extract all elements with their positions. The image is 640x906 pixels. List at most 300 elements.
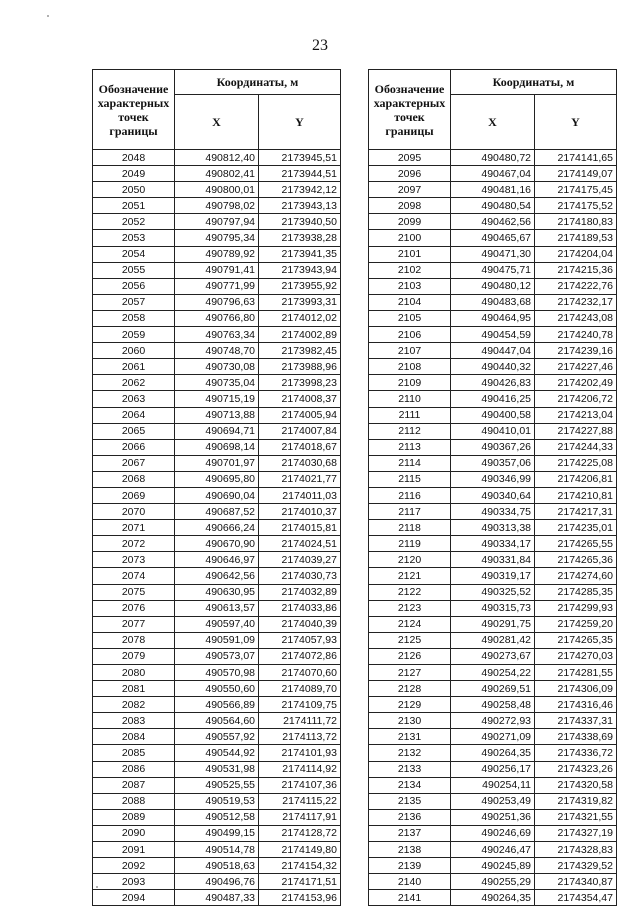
y-coordinate-cell: 2174299,93 bbox=[535, 600, 617, 616]
x-coordinate-cell: 490525,55 bbox=[175, 777, 259, 793]
x-coordinate-cell: 490264,35 bbox=[451, 745, 535, 761]
x-coordinate-cell: 490566,89 bbox=[175, 697, 259, 713]
point-id-cell: 2081 bbox=[93, 681, 175, 697]
x-coordinate-cell: 490570,98 bbox=[175, 665, 259, 681]
point-id-cell: 2064 bbox=[93, 407, 175, 423]
y-coordinate-cell: 2174024,51 bbox=[259, 536, 341, 552]
point-id-cell: 2079 bbox=[93, 648, 175, 664]
point-id-cell: 2100 bbox=[369, 230, 451, 246]
point-id-cell: 2136 bbox=[369, 809, 451, 825]
x-coordinate-cell: 490789,92 bbox=[175, 246, 259, 262]
point-id-cell: 2125 bbox=[369, 632, 451, 648]
table-row bbox=[93, 310, 341, 326]
table-row bbox=[369, 262, 617, 278]
y-coordinate-cell: 2174306,09 bbox=[535, 681, 617, 697]
table-row bbox=[93, 890, 341, 906]
x-coordinate-cell: 490454,59 bbox=[451, 327, 535, 343]
point-id-cell: 2080 bbox=[93, 665, 175, 681]
table-row bbox=[93, 858, 341, 874]
table-row bbox=[93, 616, 341, 632]
scan-speck bbox=[96, 886, 98, 888]
x-coordinate-cell: 490464,95 bbox=[451, 310, 535, 326]
x-coordinate-cell: 490480,54 bbox=[451, 198, 535, 214]
x-coordinate-cell: 490480,12 bbox=[451, 278, 535, 294]
x-coordinate-cell: 490325,52 bbox=[451, 584, 535, 600]
table-row bbox=[369, 214, 617, 230]
point-id-cell: 2141 bbox=[369, 890, 451, 906]
point-id-cell: 2101 bbox=[369, 246, 451, 262]
point-id-cell: 2104 bbox=[369, 294, 451, 310]
x-coordinate-cell: 490573,07 bbox=[175, 648, 259, 664]
x-coordinate-cell: 490251,36 bbox=[451, 809, 535, 825]
y-coordinate-cell: 2174010,37 bbox=[259, 504, 341, 520]
table-row bbox=[369, 713, 617, 729]
x-coordinate-cell: 490264,35 bbox=[451, 890, 535, 906]
table-row bbox=[369, 375, 617, 391]
table-row bbox=[93, 713, 341, 729]
table-row bbox=[369, 455, 617, 471]
point-column-header: Обозначение характерных точек границы bbox=[369, 70, 451, 150]
point-id-cell: 2097 bbox=[369, 182, 451, 198]
x-coordinate-cell: 490357,06 bbox=[451, 455, 535, 471]
y-coordinate-cell: 2174101,93 bbox=[259, 745, 341, 761]
point-id-cell: 2082 bbox=[93, 697, 175, 713]
table-row bbox=[369, 777, 617, 793]
point-id-cell: 2051 bbox=[93, 198, 175, 214]
point-id-cell: 2094 bbox=[93, 890, 175, 906]
y-coordinate-cell: 2174244,33 bbox=[535, 439, 617, 455]
x-coordinate-cell: 490550,60 bbox=[175, 681, 259, 697]
point-id-cell: 2049 bbox=[93, 166, 175, 182]
x-coordinate-cell: 490791,41 bbox=[175, 262, 259, 278]
point-id-cell: 2078 bbox=[93, 632, 175, 648]
table-row bbox=[93, 600, 341, 616]
x-coordinate-cell: 490695,80 bbox=[175, 471, 259, 487]
point-id-cell: 2118 bbox=[369, 520, 451, 536]
x-coordinate-cell: 490467,04 bbox=[451, 166, 535, 182]
y-coordinate-cell: 2174057,93 bbox=[259, 632, 341, 648]
x-coordinate-cell: 490597,40 bbox=[175, 616, 259, 632]
point-id-cell: 2065 bbox=[93, 423, 175, 439]
y-coordinate-cell: 2174259,20 bbox=[535, 616, 617, 632]
point-id-cell: 2093 bbox=[93, 874, 175, 890]
table-row bbox=[369, 632, 617, 648]
y-coordinate-cell: 2174338,69 bbox=[535, 729, 617, 745]
table-row bbox=[93, 423, 341, 439]
x-coordinate-cell: 490255,29 bbox=[451, 874, 535, 890]
point-id-cell: 2083 bbox=[93, 713, 175, 729]
point-id-cell: 2103 bbox=[369, 278, 451, 294]
table-row bbox=[369, 616, 617, 632]
coordinates-header: Координаты, м bbox=[451, 70, 617, 95]
x-coordinate-cell: 490701,97 bbox=[175, 455, 259, 471]
point-id-cell: 2135 bbox=[369, 793, 451, 809]
y-coordinate-cell: 2174175,45 bbox=[535, 182, 617, 198]
point-id-cell: 2059 bbox=[93, 327, 175, 343]
table-row bbox=[369, 278, 617, 294]
y-column-header: Y bbox=[535, 95, 617, 150]
x-coordinate-cell: 490512,58 bbox=[175, 809, 259, 825]
x-coordinate-cell: 490254,11 bbox=[451, 777, 535, 793]
x-coordinate-cell: 490800,01 bbox=[175, 182, 259, 198]
y-coordinate-cell: 2174222,76 bbox=[535, 278, 617, 294]
point-id-cell: 2056 bbox=[93, 278, 175, 294]
x-coordinate-cell: 490591,09 bbox=[175, 632, 259, 648]
point-id-cell: 2102 bbox=[369, 262, 451, 278]
y-coordinate-cell: 2174243,08 bbox=[535, 310, 617, 326]
table-row bbox=[369, 391, 617, 407]
table-row bbox=[93, 729, 341, 745]
table-row bbox=[93, 697, 341, 713]
y-coordinate-cell: 2174089,70 bbox=[259, 681, 341, 697]
y-coordinate-cell: 2174210,81 bbox=[535, 487, 617, 503]
y-coordinate-cell: 2174227,88 bbox=[535, 423, 617, 439]
x-coordinate-cell: 490400,58 bbox=[451, 407, 535, 423]
point-id-cell: 2109 bbox=[369, 375, 451, 391]
point-id-cell: 2134 bbox=[369, 777, 451, 793]
y-coordinate-cell: 2173945,51 bbox=[259, 150, 341, 166]
point-id-cell: 2074 bbox=[93, 568, 175, 584]
table-row bbox=[369, 890, 617, 906]
x-coordinate-cell: 490481,16 bbox=[451, 182, 535, 198]
y-coordinate-cell: 2174115,22 bbox=[259, 793, 341, 809]
x-coordinate-cell: 490715,19 bbox=[175, 391, 259, 407]
table-row bbox=[93, 359, 341, 375]
x-coordinate-cell: 490666,24 bbox=[175, 520, 259, 536]
table-row bbox=[93, 471, 341, 487]
y-coordinate-cell: 2174213,04 bbox=[535, 407, 617, 423]
point-id-cell: 2095 bbox=[369, 150, 451, 166]
y-coordinate-cell: 2174109,75 bbox=[259, 697, 341, 713]
x-coordinate-cell: 490291,75 bbox=[451, 616, 535, 632]
x-coordinate-cell: 490313,38 bbox=[451, 520, 535, 536]
table-row bbox=[93, 504, 341, 520]
point-id-cell: 2129 bbox=[369, 697, 451, 713]
y-coordinate-cell: 2174149,80 bbox=[259, 842, 341, 858]
table-row bbox=[369, 487, 617, 503]
point-id-cell: 2048 bbox=[93, 150, 175, 166]
y-column-header: Y bbox=[259, 95, 341, 150]
point-id-cell: 2131 bbox=[369, 729, 451, 745]
x-coordinate-cell: 490796,63 bbox=[175, 294, 259, 310]
x-coordinate-cell: 490367,26 bbox=[451, 439, 535, 455]
y-coordinate-cell: 2174265,55 bbox=[535, 536, 617, 552]
table-row bbox=[369, 809, 617, 825]
table-row bbox=[369, 536, 617, 552]
point-id-cell: 2077 bbox=[93, 616, 175, 632]
y-coordinate-cell: 2174114,92 bbox=[259, 761, 341, 777]
x-coordinate-cell: 490630,95 bbox=[175, 584, 259, 600]
point-id-cell: 2063 bbox=[93, 391, 175, 407]
x-coordinate-cell: 490766,80 bbox=[175, 310, 259, 326]
x-column-header: X bbox=[451, 95, 535, 150]
point-id-cell: 2110 bbox=[369, 391, 451, 407]
y-coordinate-cell: 2174337,31 bbox=[535, 713, 617, 729]
y-coordinate-cell: 2173938,28 bbox=[259, 230, 341, 246]
point-id-cell: 2119 bbox=[369, 536, 451, 552]
point-id-cell: 2084 bbox=[93, 729, 175, 745]
table-row bbox=[369, 648, 617, 664]
table-row bbox=[93, 809, 341, 825]
table-body-right bbox=[369, 150, 617, 906]
y-coordinate-cell: 2173993,31 bbox=[259, 294, 341, 310]
table-row bbox=[93, 230, 341, 246]
point-id-cell: 2114 bbox=[369, 455, 451, 471]
x-coordinate-cell: 490798,02 bbox=[175, 198, 259, 214]
y-coordinate-cell: 2174206,72 bbox=[535, 391, 617, 407]
point-id-cell: 2099 bbox=[369, 214, 451, 230]
y-coordinate-cell: 2174217,31 bbox=[535, 504, 617, 520]
y-coordinate-cell: 2174215,36 bbox=[535, 262, 617, 278]
y-coordinate-cell: 2173955,92 bbox=[259, 278, 341, 294]
x-column-header: X bbox=[175, 95, 259, 150]
table-row bbox=[369, 246, 617, 262]
y-coordinate-cell: 2174011,03 bbox=[259, 487, 341, 503]
point-id-cell: 2055 bbox=[93, 262, 175, 278]
table-row bbox=[369, 150, 617, 166]
table-row bbox=[93, 681, 341, 697]
x-coordinate-cell: 490531,98 bbox=[175, 761, 259, 777]
y-coordinate-cell: 2174018,67 bbox=[259, 439, 341, 455]
x-coordinate-cell: 490812,40 bbox=[175, 150, 259, 166]
y-coordinate-cell: 2174323,26 bbox=[535, 761, 617, 777]
point-id-cell: 2050 bbox=[93, 182, 175, 198]
point-id-cell: 2120 bbox=[369, 552, 451, 568]
x-coordinate-cell: 490334,75 bbox=[451, 504, 535, 520]
table-row bbox=[369, 166, 617, 182]
x-coordinate-cell: 490480,72 bbox=[451, 150, 535, 166]
y-coordinate-cell: 2173942,12 bbox=[259, 182, 341, 198]
table-row bbox=[369, 825, 617, 841]
y-coordinate-cell: 2174113,72 bbox=[259, 729, 341, 745]
y-coordinate-cell: 2174141,65 bbox=[535, 150, 617, 166]
x-coordinate-cell: 490281,42 bbox=[451, 632, 535, 648]
table-row bbox=[369, 439, 617, 455]
table-row bbox=[93, 375, 341, 391]
point-id-cell: 2073 bbox=[93, 552, 175, 568]
table-row bbox=[93, 552, 341, 568]
point-id-cell: 2069 bbox=[93, 487, 175, 503]
point-id-cell: 2121 bbox=[369, 568, 451, 584]
table-row bbox=[369, 407, 617, 423]
x-coordinate-cell: 490340,64 bbox=[451, 487, 535, 503]
y-coordinate-cell: 2174171,51 bbox=[259, 874, 341, 890]
point-id-cell: 2070 bbox=[93, 504, 175, 520]
x-coordinate-cell: 490557,92 bbox=[175, 729, 259, 745]
table-row bbox=[93, 874, 341, 890]
table-row bbox=[93, 198, 341, 214]
point-id-cell: 2132 bbox=[369, 745, 451, 761]
table-row bbox=[93, 761, 341, 777]
table-row bbox=[93, 536, 341, 552]
y-coordinate-cell: 2174328,83 bbox=[535, 842, 617, 858]
table-row bbox=[369, 745, 617, 761]
x-coordinate-cell: 490642,56 bbox=[175, 568, 259, 584]
point-id-cell: 2091 bbox=[93, 842, 175, 858]
table-body-left bbox=[93, 150, 341, 906]
point-id-cell: 2071 bbox=[93, 520, 175, 536]
point-id-cell: 2128 bbox=[369, 681, 451, 697]
x-coordinate-cell: 490499,15 bbox=[175, 825, 259, 841]
point-id-cell: 2067 bbox=[93, 455, 175, 471]
x-coordinate-cell: 490416,25 bbox=[451, 391, 535, 407]
table-row bbox=[93, 327, 341, 343]
point-id-cell: 2115 bbox=[369, 471, 451, 487]
x-coordinate-cell: 490462,56 bbox=[451, 214, 535, 230]
table-row bbox=[369, 665, 617, 681]
point-id-cell: 2092 bbox=[93, 858, 175, 874]
x-coordinate-cell: 490519,53 bbox=[175, 793, 259, 809]
y-coordinate-cell: 2174007,84 bbox=[259, 423, 341, 439]
y-coordinate-cell: 2174008,37 bbox=[259, 391, 341, 407]
x-coordinate-cell: 490410,01 bbox=[451, 423, 535, 439]
y-coordinate-cell: 2174021,77 bbox=[259, 471, 341, 487]
table-row bbox=[93, 745, 341, 761]
y-coordinate-cell: 2174005,94 bbox=[259, 407, 341, 423]
table-row bbox=[369, 294, 617, 310]
y-coordinate-cell: 2174032,89 bbox=[259, 584, 341, 600]
y-coordinate-cell: 2173940,50 bbox=[259, 214, 341, 230]
x-coordinate-cell: 490315,73 bbox=[451, 600, 535, 616]
point-id-cell: 2066 bbox=[93, 439, 175, 455]
y-coordinate-cell: 2174321,55 bbox=[535, 809, 617, 825]
x-coordinate-cell: 490269,51 bbox=[451, 681, 535, 697]
table-row bbox=[369, 198, 617, 214]
point-id-cell: 2112 bbox=[369, 423, 451, 439]
y-coordinate-cell: 2174270,03 bbox=[535, 648, 617, 664]
coordinates-table-left bbox=[92, 69, 341, 906]
y-coordinate-cell: 2174149,07 bbox=[535, 166, 617, 182]
x-coordinate-cell: 490258,48 bbox=[451, 697, 535, 713]
point-id-cell: 2138 bbox=[369, 842, 451, 858]
y-coordinate-cell: 2174033,86 bbox=[259, 600, 341, 616]
table-row bbox=[93, 214, 341, 230]
table-row bbox=[369, 729, 617, 745]
table-row bbox=[93, 665, 341, 681]
point-id-cell: 2098 bbox=[369, 198, 451, 214]
y-coordinate-cell: 2173944,51 bbox=[259, 166, 341, 182]
y-coordinate-cell: 2173982,45 bbox=[259, 343, 341, 359]
x-coordinate-cell: 490518,63 bbox=[175, 858, 259, 874]
y-coordinate-cell: 2174329,52 bbox=[535, 858, 617, 874]
table-row bbox=[369, 681, 617, 697]
point-id-cell: 2127 bbox=[369, 665, 451, 681]
x-coordinate-cell: 490496,76 bbox=[175, 874, 259, 890]
table-row bbox=[369, 359, 617, 375]
table-row bbox=[369, 761, 617, 777]
y-coordinate-cell: 2174336,72 bbox=[535, 745, 617, 761]
y-coordinate-cell: 2174354,47 bbox=[535, 890, 617, 906]
table-row bbox=[93, 584, 341, 600]
point-id-cell: 2075 bbox=[93, 584, 175, 600]
table-row bbox=[93, 278, 341, 294]
y-coordinate-cell: 2174206,81 bbox=[535, 471, 617, 487]
y-coordinate-cell: 2174235,01 bbox=[535, 520, 617, 536]
y-coordinate-cell: 2174072,86 bbox=[259, 648, 341, 664]
table-row bbox=[93, 407, 341, 423]
table-row bbox=[369, 230, 617, 246]
table-row bbox=[369, 874, 617, 890]
y-coordinate-cell: 2174070,60 bbox=[259, 665, 341, 681]
table-row bbox=[93, 842, 341, 858]
x-coordinate-cell: 490771,99 bbox=[175, 278, 259, 294]
point-id-cell: 2072 bbox=[93, 536, 175, 552]
point-id-cell: 2058 bbox=[93, 310, 175, 326]
point-id-cell: 2123 bbox=[369, 600, 451, 616]
y-coordinate-cell: 2174180,83 bbox=[535, 214, 617, 230]
y-coordinate-cell: 2174175,52 bbox=[535, 198, 617, 214]
table-row bbox=[93, 648, 341, 664]
x-coordinate-cell: 490331,84 bbox=[451, 552, 535, 568]
x-coordinate-cell: 490763,34 bbox=[175, 327, 259, 343]
x-coordinate-cell: 490246,47 bbox=[451, 842, 535, 858]
x-coordinate-cell: 490795,34 bbox=[175, 230, 259, 246]
point-id-cell: 2126 bbox=[369, 648, 451, 664]
table-row bbox=[369, 423, 617, 439]
x-coordinate-cell: 490426,83 bbox=[451, 375, 535, 391]
y-coordinate-cell: 2174240,78 bbox=[535, 327, 617, 343]
x-coordinate-cell: 490687,52 bbox=[175, 504, 259, 520]
y-coordinate-cell: 2174265,35 bbox=[535, 632, 617, 648]
y-coordinate-cell: 2174274,60 bbox=[535, 568, 617, 584]
x-coordinate-cell: 490246,69 bbox=[451, 825, 535, 841]
table-row bbox=[93, 568, 341, 584]
y-coordinate-cell: 2174030,68 bbox=[259, 455, 341, 471]
table-row bbox=[93, 793, 341, 809]
y-coordinate-cell: 2174285,35 bbox=[535, 584, 617, 600]
x-coordinate-cell: 490544,92 bbox=[175, 745, 259, 761]
x-coordinate-cell: 490514,78 bbox=[175, 842, 259, 858]
page-number: 23 bbox=[312, 37, 328, 54]
table-row bbox=[369, 697, 617, 713]
table-row bbox=[369, 310, 617, 326]
x-coordinate-cell: 490613,57 bbox=[175, 600, 259, 616]
y-coordinate-cell: 2173943,13 bbox=[259, 198, 341, 214]
x-coordinate-cell: 490346,99 bbox=[451, 471, 535, 487]
table-row bbox=[369, 471, 617, 487]
point-id-cell: 2130 bbox=[369, 713, 451, 729]
point-id-cell: 2107 bbox=[369, 343, 451, 359]
x-coordinate-cell: 490694,71 bbox=[175, 423, 259, 439]
y-coordinate-cell: 2174204,04 bbox=[535, 246, 617, 262]
x-coordinate-cell: 490802,41 bbox=[175, 166, 259, 182]
point-id-cell: 2111 bbox=[369, 407, 451, 423]
y-coordinate-cell: 2174319,82 bbox=[535, 793, 617, 809]
y-coordinate-cell: 2173998,23 bbox=[259, 375, 341, 391]
table-row bbox=[93, 343, 341, 359]
point-id-cell: 2062 bbox=[93, 375, 175, 391]
point-id-cell: 2060 bbox=[93, 343, 175, 359]
point-id-cell: 2088 bbox=[93, 793, 175, 809]
point-id-cell: 2137 bbox=[369, 825, 451, 841]
x-coordinate-cell: 490487,33 bbox=[175, 890, 259, 906]
table-row bbox=[93, 520, 341, 536]
y-coordinate-cell: 2173943,94 bbox=[259, 262, 341, 278]
point-id-cell: 2090 bbox=[93, 825, 175, 841]
y-coordinate-cell: 2174040,39 bbox=[259, 616, 341, 632]
coordinates-table-right bbox=[368, 69, 617, 906]
x-coordinate-cell: 490334,17 bbox=[451, 536, 535, 552]
table-row bbox=[369, 858, 617, 874]
x-coordinate-cell: 490272,93 bbox=[451, 713, 535, 729]
y-coordinate-cell: 2174281,55 bbox=[535, 665, 617, 681]
y-coordinate-cell: 2174189,53 bbox=[535, 230, 617, 246]
x-coordinate-cell: 490465,67 bbox=[451, 230, 535, 246]
point-id-cell: 2061 bbox=[93, 359, 175, 375]
table-row bbox=[369, 600, 617, 616]
table-row bbox=[93, 487, 341, 503]
point-id-cell: 2139 bbox=[369, 858, 451, 874]
